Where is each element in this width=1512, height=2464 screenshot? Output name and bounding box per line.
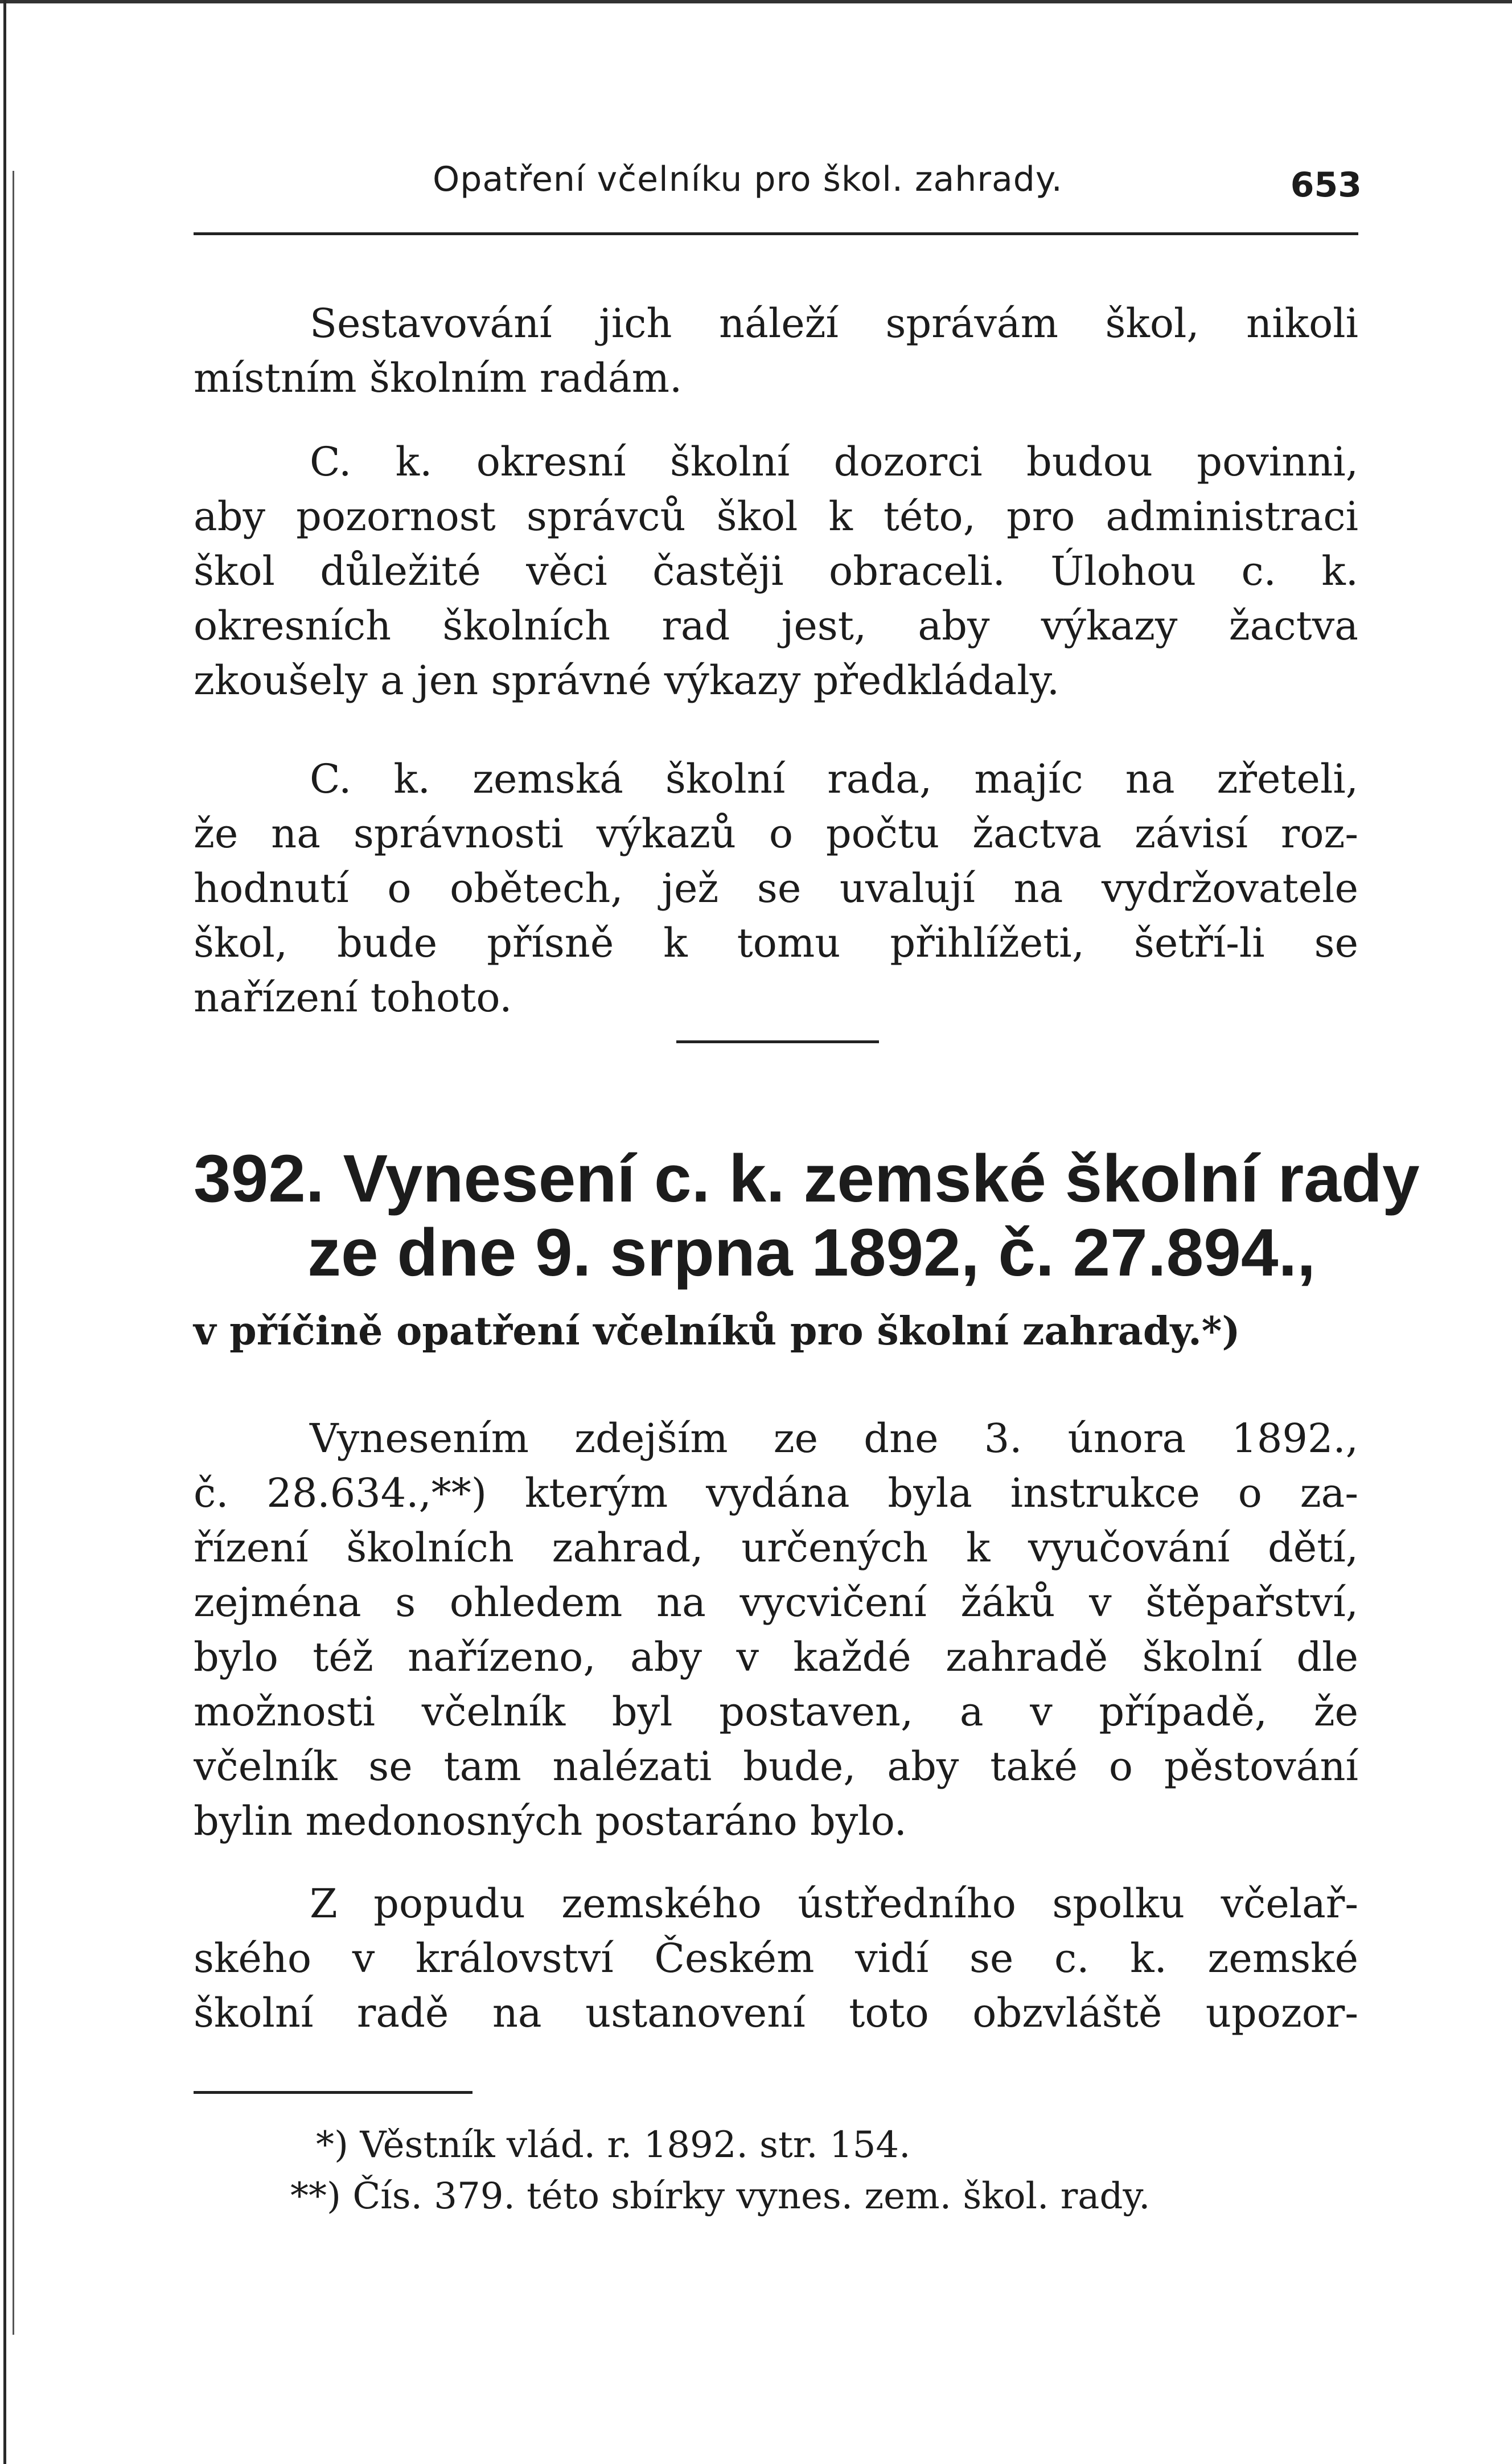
section-heading-line-2: ze dne 9. srpna 1892, č. 27.894., (307, 1215, 1316, 1290)
text-line: školní radě na ustanovení toto obzvláště upozor- (194, 1990, 1358, 2036)
text-line: okresních školních rad jest, aby výkazy žactva (194, 602, 1358, 649)
text-line: včelník se tam nalézati bude, aby také o pěstování (194, 1743, 1358, 1790)
text-line: místním školním radám. (194, 355, 683, 401)
text-line: možnosti včelník byl postaven, a v případě, že (194, 1688, 1358, 1735)
text-line: Vynesením zdejším ze dne 3. února 1892., (310, 1415, 1358, 1462)
section-heading-line-1: 392. Vynesení c. k. zemské školní rady (194, 1141, 1420, 1216)
text-line: škol, bude přísně k tomu přihlížeti, šetří-li se (194, 920, 1358, 966)
text-line: škol důležité věci častěji obraceli. Úlohou c. k. (194, 548, 1358, 595)
text-line: C. k. okresní školní dozorci budou povinni, (310, 438, 1358, 485)
text-line: Sestavování jich náleží správám škol, nikoli (310, 300, 1358, 347)
text-line: Z popudu zemského ústředního spolku včelař- (310, 1880, 1358, 1927)
text-line: bylin medonosných postaráno bylo. (194, 1798, 907, 1844)
text-line: aby pozornost správců škol k této, pro administraci (194, 493, 1358, 540)
section-subheading: v příčině opatření včelníků pro školní zahrady.*) (194, 1309, 1240, 1354)
header-rule (194, 232, 1358, 235)
text-line: bylo též nařízeno, aby v každé zahradě školní dle (194, 1634, 1358, 1680)
text-line: C. k. zemská školní rada, majíc na zřeteli, (310, 756, 1358, 802)
text-line: že na správnosti výkazů o počtu žactva závisí roz- (194, 810, 1358, 857)
scan-binding-line (13, 171, 14, 2335)
section-divider (676, 1040, 879, 1043)
footnote-2: **) Čís. 379. této sbírky vynes. zem. škol. rady. (290, 2175, 1151, 2217)
scan-top-edge (0, 0, 1512, 3)
text-line: zejména s ohledem na vycvičení žáků v štěpařství, (194, 1579, 1358, 1626)
text-line: zkoušely a jen správné výkazy předkládaly. (194, 657, 1060, 704)
text-line: hodnutí o obětech, jež se uvalují na vydržovatele (194, 865, 1358, 912)
page-number: 653 (1290, 165, 1362, 205)
running-header (188, 159, 1362, 211)
footnote-1: *) Věstník vlád. r. 1892. str. 154. (316, 2124, 911, 2166)
text-line: řízení školních zahrad, určených k vyučování dětí, (194, 1524, 1358, 1571)
text-line: nařízení tohoto. (194, 974, 512, 1021)
running-title: Opatření včelníku pro škol. zahrady. (433, 159, 1063, 199)
text-line: č. 28.634.,**) kterým vydána byla instrukce o za- (194, 1470, 1358, 1516)
text-line: ského v království Českém vidí se c. k. zemské (194, 1935, 1358, 1982)
footnote-rule (194, 2091, 472, 2094)
scan-left-edge (3, 0, 6, 2464)
